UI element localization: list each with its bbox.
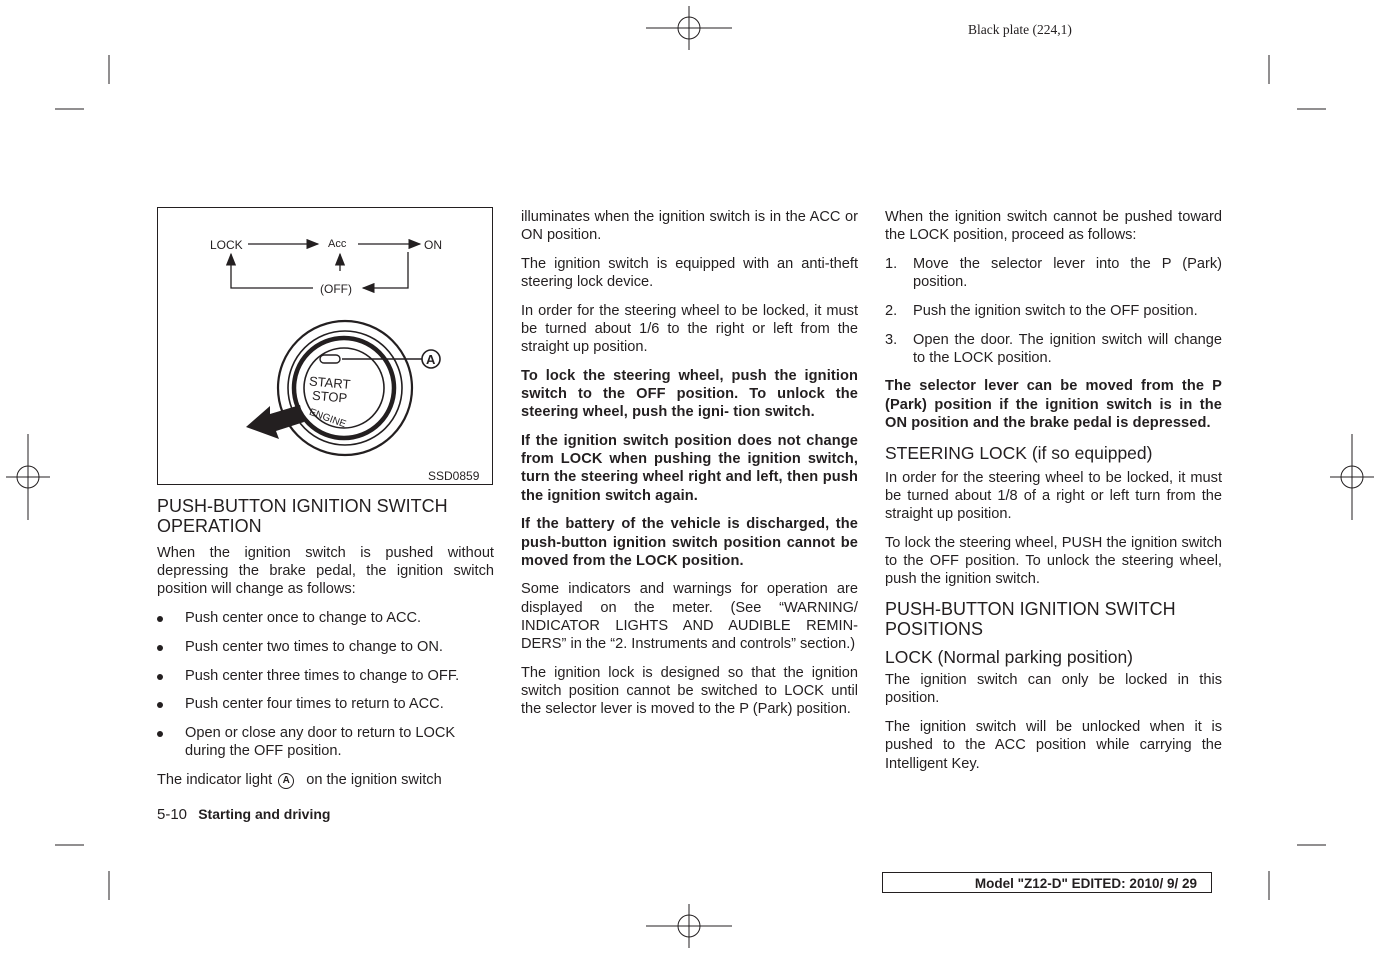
list-item: Push center four times to return to ACC. xyxy=(157,695,494,713)
list-item: 3. Open the door. The ignition switch will change to the LOCK position. xyxy=(885,331,1222,366)
heading-switch-positions: PUSH-BUTTON IGNITION SWITCH POSITIONS xyxy=(885,599,1176,639)
label-on: ON xyxy=(424,238,442,252)
col3-selector-note: The selector lever can be moved from the P (Park) position if the ignition switch is in the ON position and the brake pedal is depressed. xyxy=(885,378,1222,431)
start-stop-button xyxy=(278,321,412,455)
col2-lock-instruction: To lock the steering wheel, push the ignition switch to the OFF position. To unlock the steering wheel, push the igni- tion switch. xyxy=(521,367,858,421)
label-engine: ENGINE xyxy=(307,406,348,431)
list-item: Push center once to change to ACC. xyxy=(157,609,494,627)
list-item: Push center two times to change to ON. xyxy=(157,638,494,656)
ignition-diagram xyxy=(158,208,492,484)
list-item: Open or close any door to return to LOCK during the OFF position. xyxy=(157,724,494,760)
heading-steering-lock: STEERING LOCK (if so equipped) xyxy=(885,442,1153,463)
label-off: (OFF) xyxy=(320,282,352,296)
bullet-icon xyxy=(157,731,163,737)
col3-l1: The ignition switch can only be locked in this position. xyxy=(885,672,1222,707)
col3-l2: The ignition switch will be unlocked when it is pushed to the ACC position while carrying the Intelligent Key. xyxy=(885,719,1222,772)
col3-intro: When the ignition switch cannot be pushed toward the LOCK position, proceed as follows: xyxy=(885,209,1222,244)
callout-a-symbol: A xyxy=(278,773,294,789)
page-number: 5-10 xyxy=(157,806,188,823)
bullet-icon xyxy=(157,674,163,680)
col1-intro: When the ignition switch is pushed without depressing the brake pedal, the ignition switch position will change as follows: xyxy=(157,545,494,598)
indicator-line: The indicator light A on the ignition switch xyxy=(157,771,442,788)
label-lock: LOCK xyxy=(210,238,243,252)
position-change-list xyxy=(157,609,494,760)
column-2 xyxy=(521,208,858,729)
list-item: Push center three times to change to OFF. xyxy=(157,667,494,685)
list-item: 2. Push the ignition switch to the OFF position. xyxy=(885,302,1198,319)
ignition-figure xyxy=(157,207,493,485)
col2-p5: The ignition lock is designed so that the ignition switch position cannot be switched to LOCK until the selector lever is moved to the P (Park) position. xyxy=(521,664,858,718)
indicator-light xyxy=(320,355,340,363)
col2-p1: illuminates when the ignition switch is in the ACC or ON position. xyxy=(521,209,858,244)
col2-p2: The ignition switch is equipped with an anti-theft steering lock device. xyxy=(521,255,858,291)
procedure-list xyxy=(885,255,1222,367)
col3-s2: To lock the steering wheel, PUSH the ignition switch to the OFF position. To unlock the steering wheel, push the ignition switch. xyxy=(885,534,1222,588)
label-stop: STOP xyxy=(311,387,348,406)
model-edited-box: Model "Z12-D" EDITED: 2010/ 9/ 29 xyxy=(882,872,1212,893)
page-footer xyxy=(157,806,330,823)
col3-s1: In order for the steering wheel to be locked, it must be turned about 1/8 of a right or left turn from the straight up position. xyxy=(885,469,1222,522)
figure-id: SSD0859 xyxy=(428,469,480,483)
col2-battery-warning: If the battery of the vehicle is discharged, the push-button ignition switch position cannot be moved from the LOCK position. xyxy=(521,516,858,569)
label-start: START xyxy=(308,373,352,392)
heading-lock-position: LOCK (Normal parking position) xyxy=(885,647,1134,668)
plate-label: Black plate (224,1) xyxy=(968,22,1072,37)
section-name: Starting and driving xyxy=(198,806,331,822)
callout-a-label: A xyxy=(426,352,436,367)
list-item: 1. Move the selector lever into the P (Park) position. xyxy=(885,255,1222,291)
col2-p4: Some indicators and warnings for operation are displayed on the meter. (See “WARNING/ INDICATOR LIGHTS AND AUDIBLE REMIN- DERS” in the “2. Instruments and controls” section.) xyxy=(521,581,858,653)
col2-p3: In order for the steering wheel to be locked, it must be turned about 1/6 to the right or left from the straight up position. xyxy=(521,302,858,356)
bullet-icon xyxy=(157,616,163,622)
column-3 xyxy=(885,208,1222,783)
bullet-icon xyxy=(157,702,163,708)
label-acc: Acc xyxy=(328,238,347,250)
bullet-icon xyxy=(157,645,163,651)
heading-push-button-operation: PUSH-BUTTON IGNITION SWITCH OPERATION xyxy=(157,496,448,536)
col2-lock-troubleshoot: If the ignition switch position does not change from LOCK when pushing the ignition switch, turn the steering wheel right and left, then push the ignition switch again. xyxy=(521,433,858,504)
column-1 xyxy=(157,497,494,789)
